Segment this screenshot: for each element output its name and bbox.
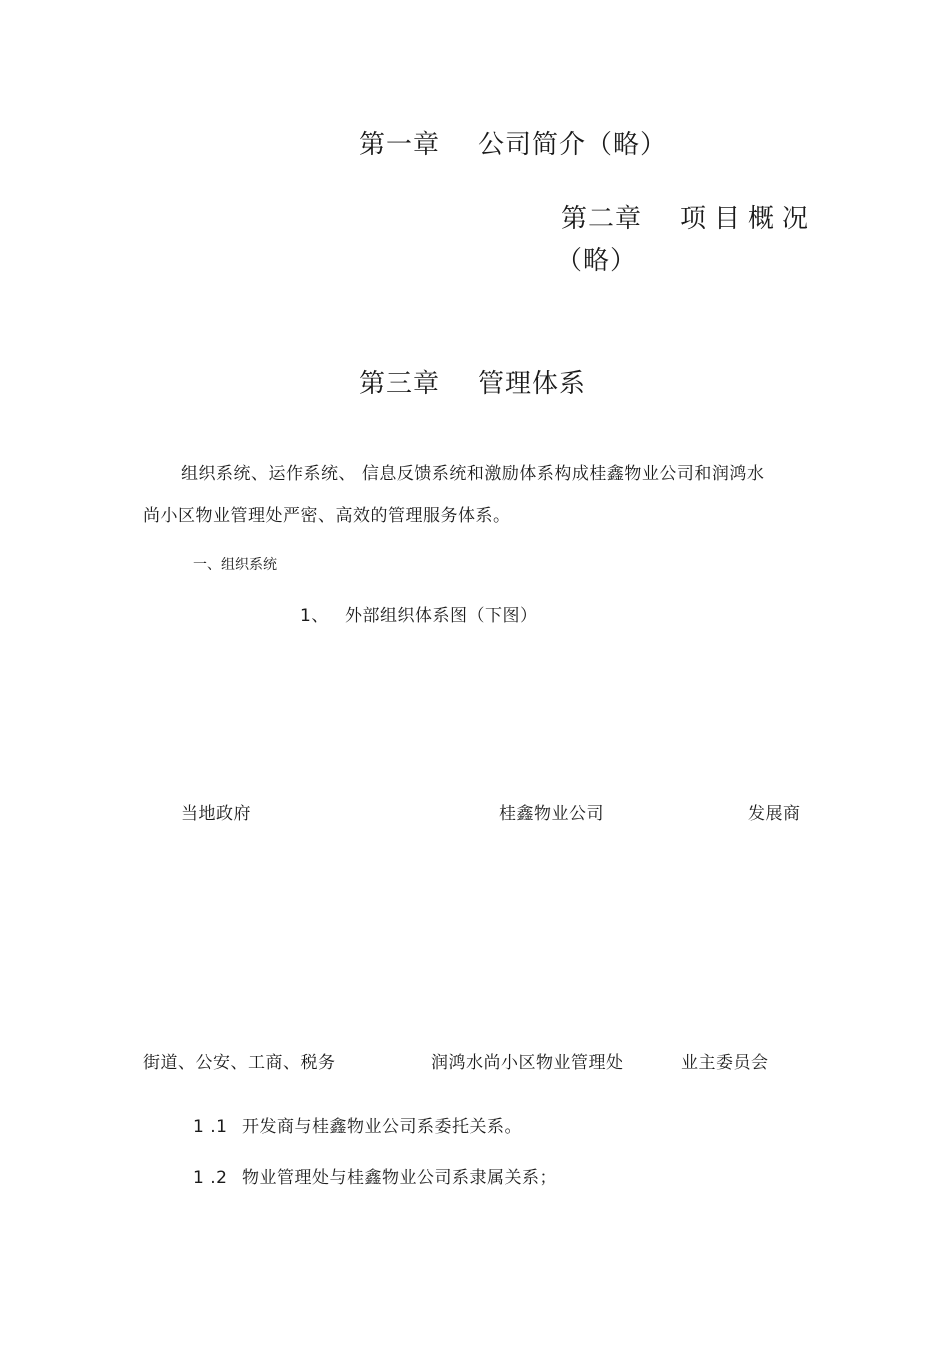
relation-1-1-number: 1 .1 (193, 1117, 228, 1137)
chapter-2-heading (561, 198, 816, 235)
chapter-3-title: 管理体系 (478, 369, 587, 399)
relation-1-1-text: 开发商与桂鑫物业公司系委托关系。 (242, 1117, 522, 1137)
item-1 (300, 601, 538, 626)
org-node-owners-committee: 业主委员会 (681, 1053, 769, 1073)
chapter-1-number: 第一章 (359, 130, 441, 160)
item-1-text: 外部组织体系图（下图） (345, 606, 538, 626)
org-node-local-government: 当地政府 (181, 804, 251, 824)
relation-1-2 (193, 1163, 557, 1188)
org-node-street-police-tax: 街道、公安、工商、税务 (143, 1053, 336, 1073)
chapter-2-title-continued: （略） (556, 246, 638, 276)
item-1-number: 1、 (300, 606, 329, 626)
relation-1-2-text: 物业管理处与桂鑫物业公司系隶属关系； (242, 1168, 557, 1188)
chapter-1-heading (359, 124, 667, 161)
section-heading-org-system: 一、组织系统 (193, 557, 277, 573)
intro-line-1: 组织系统、运作系统、 信息反馈系统和激励体系构成桂鑫物业公司和润鸿水 (181, 464, 765, 484)
chapter-3-number: 第三章 (359, 369, 441, 399)
relation-1-2-number: 1 .2 (193, 1168, 228, 1188)
org-node-management-office: 润鸿水尚小区物业管理处 (431, 1053, 624, 1073)
org-node-developer: 发展商 (748, 804, 801, 824)
org-node-guixin-property: 桂鑫物业公司 (499, 804, 604, 824)
intro-line-2: 尚小区物业管理处严密、高效的管理服务体系。 (143, 506, 511, 526)
relation-1-1 (193, 1112, 522, 1137)
chapter-1-title: 公司简介（略） (478, 130, 668, 160)
chapter-2-number: 第二章 (561, 204, 643, 234)
chapter-3-heading (359, 363, 586, 400)
chapter-2-title: 项目概况 (680, 204, 817, 234)
